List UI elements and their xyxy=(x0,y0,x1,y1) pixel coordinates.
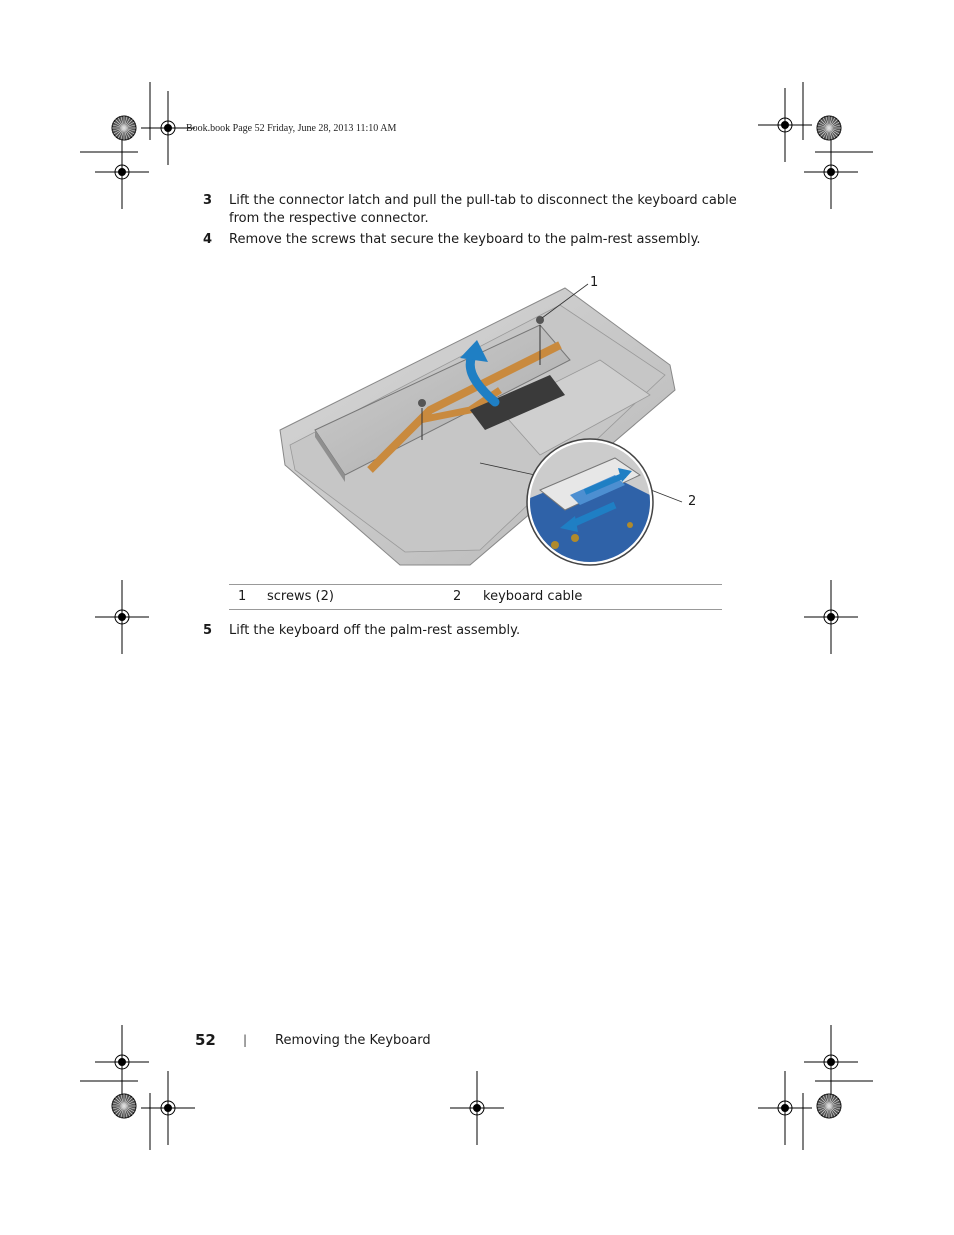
step-number: 3 xyxy=(203,193,213,208)
legend-number: 1 xyxy=(238,589,247,604)
legend-label: screws (2) xyxy=(267,589,334,604)
page-number: 52 xyxy=(195,1031,216,1049)
footer-separator: | xyxy=(243,1033,248,1047)
legend-label: keyboard cable xyxy=(483,589,583,604)
step-text: Remove the screws that secure the keyboard to the palm-rest assembly. xyxy=(229,232,701,247)
callout-2: 2 xyxy=(688,494,697,509)
legend-number: 2 xyxy=(453,589,462,604)
footer-section-title: Removing the Keyboard xyxy=(275,1033,431,1048)
screw-icon xyxy=(418,399,426,407)
step-number: 5 xyxy=(203,623,213,638)
callout-1: 1 xyxy=(590,275,599,290)
callout-legend-table xyxy=(229,584,722,610)
keyboard-removal-illustration xyxy=(270,270,720,570)
step-text: Lift the keyboard off the palm-rest assembly. xyxy=(229,623,521,638)
step-text: Lift the connector latch and pull the pull-tab to disconnect the keyboard cable from the respective connector. xyxy=(229,193,737,226)
print-header-note: Book.book Page 52 Friday, June 28, 2013 11:10 AM xyxy=(186,123,397,134)
step-number: 4 xyxy=(203,232,213,247)
